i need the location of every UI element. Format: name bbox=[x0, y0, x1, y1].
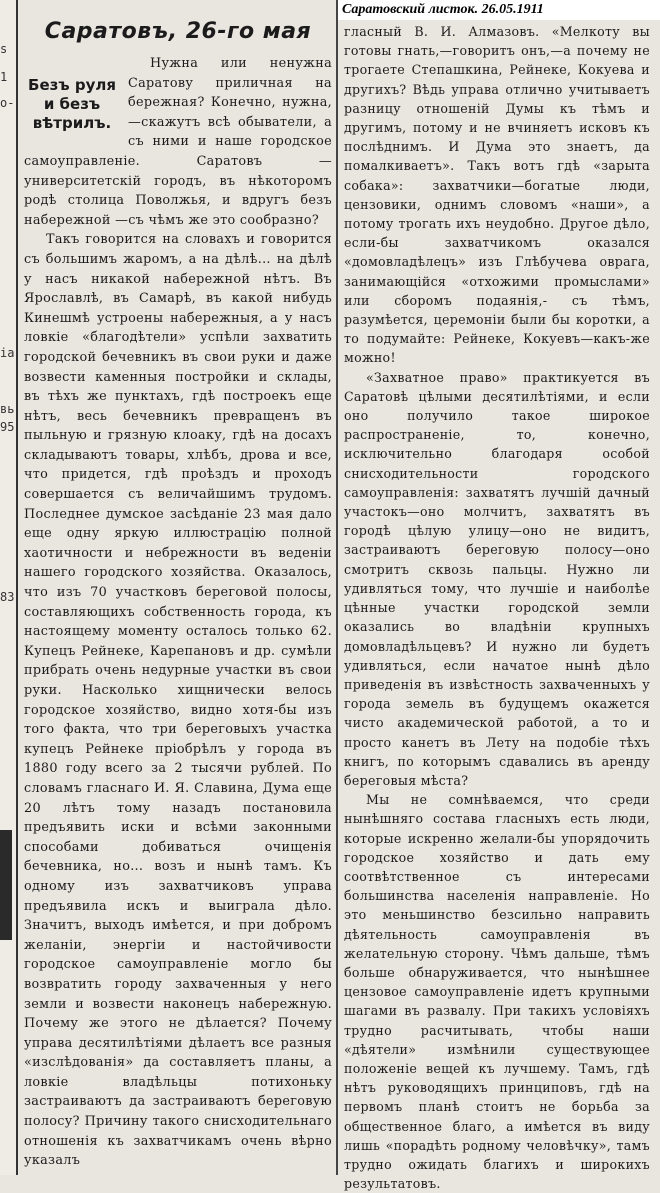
margin-fragment: 95 bbox=[0, 420, 15, 434]
column-divider bbox=[336, 0, 338, 1175]
column-left bbox=[24, 16, 332, 1175]
article-paragraph: «Захватное право» практикуется въ Саратовѣ цѣлыми десятилѣтіями, и если оно получило такое широкое распространеніе, то, конечно, исключительно благодаря особой снисходительности городского самоуправленія: захватятъ лучшій дачный участокъ—оно молчитъ, захватятъ въ городѣ цѣлую улицу—оно не видитъ, застраиваютъ береговую полосу—оно смотритъ сквозь пальцы. Нужно ли удивляться тому, что лучшіе и наиболѣе цѣнные участки городской земли оказались во владѣніи крупныхъ домовладѣльцевъ? И нужно ли будетъ удивляться, если начатое нынѣ дѣло приведенія въ извѣстность захваченныхъ у города земель въ будущемъ окажется чисто академической работой, а то и просто канетъ въ Лету на подобіе тѣхъ книгъ, по которымъ сдавались въ аренду береговыя мѣста? bbox=[344, 369, 650, 788]
margin-fragment: 83 bbox=[0, 590, 15, 604]
margin-fragment: вь bbox=[0, 402, 15, 416]
left-margin-strip bbox=[0, 0, 18, 1175]
article-subheading: Безъ руля и безъ вѣтрилъ. bbox=[28, 76, 116, 132]
article-paragraph: Мы не сомнѣваемся, что среди нынѣшняго состава гласныхъ есть люди, которые искренно желали-бы упорядочить городское хозяйство и дать ему соотвѣтственное съ интересами большинства населенія направленіе. Но это меньшинство безсильно направить дѣятельность самоуправленія въ желательную сторону. Чѣмъ дальше, тѣмъ больше обнаруживается, что нынѣшнее цензовое самоуправленіе идетъ крупными шагами въ развалу. При такихъ условіяхъ трудно расчитывать, чтобы наши «дѣятели» измѣнили существующее положеніе вещей къ лучшему. Тамъ, гдѣ нѣтъ руководящихъ принциповъ, гдѣ на первомъ планѣ стоитъ не борьба за общественное благо, а имѣется въ виду лишь «порадѣть родному человѣчку», тамъ трудно ожидать благихъ и широкихъ результатовъ. bbox=[344, 792, 650, 1192]
article-paragraph: Такъ говорится на словахъ и говорится съ большимъ жаромъ, а на дѣлѣ... на дѣлѣ у насъ никакой набережной нѣтъ. Въ Ярославлѣ, въ Самарѣ, въ какой нибудь Кинешмѣ устроены набережныя, а у насъ ловкіе «благодѣтели» успѣли захватить городской бечевникъ въ свои руки и даже возвести каменныя постройки и склады, въ тѣхъ же пунктахъ, гдѣ построекъ еще нѣтъ, весь бечевникъ превращенъ въ пыльную и грязную клоаку, гдѣ на досахъ складываютъ товары, хлѣбъ, дрова и все, что придется, гдѣ проѣздъ и проходъ совершается съ величайшимъ трудомъ. Последнее думское засѣданіе 23 мая дало еще одну яркую иллюстрацію полной хаотичности и небрежности въ веденіи нашего городского хозяйства. Оказалось, что изъ 70 участковъ береговой полосы, составляющихъ собственность города, къ настоящему моменту осталось только 62. Купецъ Рейнеке, Карепановъ и др. сумѣли прибрать очень недурные участки въ свои руки. Насколько хищнически велось городское хозяйство, видно хотя-бы изъ того факта, что три береговыхъ участка купецъ Рейнеке пріобрѣлъ у города въ 1880 году всего за 2 тысячи рублей. По словамъ гласнаго И. Я. Славина, Дума еще 20 лѣтъ тому назадъ постановила предъявить иски и всѣми законными способами добиваться очищенія бечевника, но... возъ и нынѣ тамъ. Къ одному изъ захватчиковъ управа предъявила искъ и выиграла дѣло. Значитъ, выходъ имѣется, и при добромъ желаніи, энергіи и настойчивости городское самоуправленіе могло бы возвратить городу захваченныя у него земли и возвести наконецъ набережную. Почему же этого не дѣлается? Почему управа десятилѣтіями дѣлаетъ все разныя «изслѣдованія» да составляетъ планы, а ловкіе владѣльцы потихоньку застраиваютъ да застраиваютъ береговую полосу? Причину такого снисходительнаго отношенія къ захватчикамъ очень вѣрно указалъ bbox=[24, 232, 332, 1169]
margin-fragment: 1 bbox=[0, 70, 8, 84]
margin-dark-bar bbox=[0, 830, 12, 940]
article-paragraph: гласный В. И. Алмазовъ. «Мелкоту вы готовы гнать,—говоритъ онъ,—а почему не трогаете Степашкина, Рейнеке, Кокуева и другихъ? Вѣдь управа отлично учитываетъ разницу отношеній Думы къ тѣмъ и другимъ, потому и не вчиняетъ исковъ къ послѣднимъ. И Дума это знаетъ, да помалкиваетъ». Такъ вотъ гдѣ «зарыта собака»: захватчики—богатые люди, цензовики, однимъ словомъ «наши», а потому трогать ихъ неудобно. Другое дѣло, если-бы захватчикомъ оказался «домовладѣлецъ» изъ Глѣбучева оврага, занимающійся «отхожими промыслами» или сборомъ подаянія,- съ тѣмъ, разумѣется, церемоніи были бы коротки, а то подумайте: Рейнеке, Кокуевъ—какъ-же можно! bbox=[344, 24, 650, 366]
headline: Саратовъ, 26-го мая bbox=[44, 19, 312, 44]
article-paragraph: Нужна или ненужна Саратову приличная на бережная? Конечно, нужна,—скажутъ всѣ обыватели, а съ ними и наше городское самоуправленіе. Саратовъ — университетскій городъ, въ нѣкоторомъ родѣ столица Поволжья, и вдругъ безъ набережной —съ чѣмъ же это сообразно? bbox=[24, 56, 332, 228]
margin-fragment: ia bbox=[0, 346, 15, 360]
source-label: Саратовский листок. 26.05.1911 bbox=[338, 0, 660, 20]
margin-fragment: о- bbox=[0, 96, 15, 110]
margin-fragment: s bbox=[0, 42, 8, 56]
column-right bbox=[344, 22, 650, 1192]
